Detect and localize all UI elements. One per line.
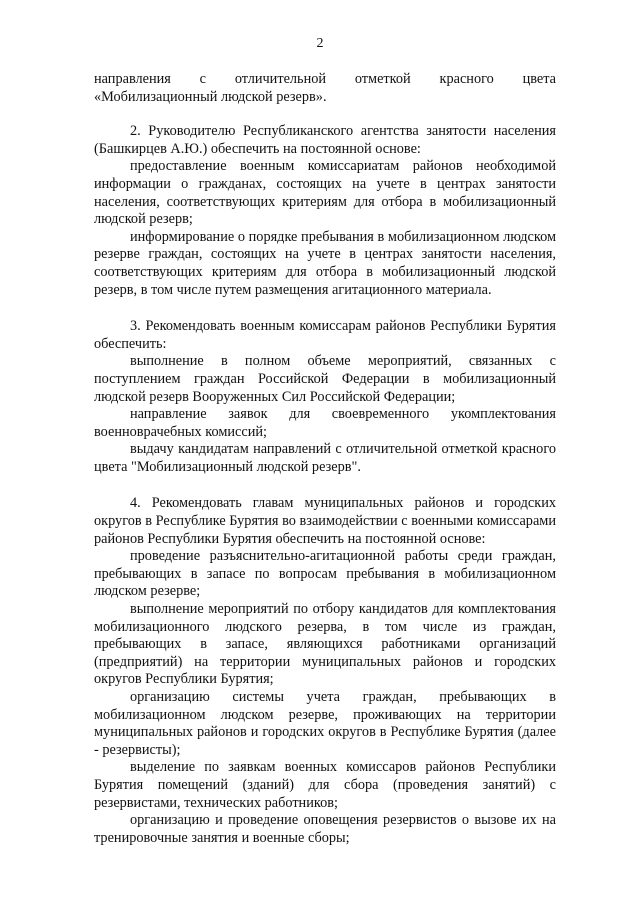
paragraph-item-4-sub-4: выделение по заявкам военных комиссаров районов Республики Бурятия помещений (зданий) для сбора (проведения занятий) с резервистами, технических работников; [94, 759, 556, 811]
paragraph-item-4-sub-5: организацию и проведение оповещения резервистов о вызове их на тренировочные занятия и военные сборы; [94, 812, 556, 846]
paragraph-item-2-sub-1: предоставление военным комиссариатам районов необходимой информации о гражданах, состоящих на учете в центрах занятости населения, соответствующих критериям для отбора в мобилизационный людской резерв; [94, 158, 556, 228]
paragraph-item-2-sub-2: информирование о порядке пребывания в мобилизационном людском резерве граждан, состоящих на учете в центрах занятости населения, соответствующих критериям для отбора в мобилизационный людской резерв, в том числе путем размещения агитационного материала. [94, 228, 556, 298]
paragraph-item-4-sub-3: организацию системы учета граждан, пребывающих в мобилизационном людском резерве, проживающих на территории муниципальных районов и городских округов в Республике Бурятия (далее - резервисты); [94, 689, 556, 758]
paragraph-item-4-sub-1: проведение разъяснительно-агитационной работы среди граждан, пребывающих в запасе по вопросам пребывания в мобилизационном людском резерве; [94, 548, 556, 600]
paragraph-item-3-sub-2: направление заявок для своевременного укомплектования военноврачебных комиссий; [94, 406, 556, 440]
paragraph-item-3-sub-1: выполнение в полном объеме мероприятий, связанных с поступлением граждан Российской Федерации в мобилизационный людской резерв Вооруженных Сил Российской Федерации; [94, 353, 556, 405]
document-body [94, 71, 556, 847]
paragraph-item-4: 4. Рекомендовать главам муниципальных районов и городских округов в Республике Бурятия во взаимодействии с военными комиссарами районов Республики Бурятия обеспечить на постоянной основе: [94, 495, 556, 547]
paragraph-item-3: 3. Рекомендовать военным комиссарам районов Республики Бурятия обеспечить: [94, 318, 556, 352]
paragraph-continuation: направления с отличительной отметкой красного цвета «Мобилизационный людской резерв». [94, 71, 556, 105]
paragraph-item-2: 2. Руководителю Республиканского агентства занятости населения (Башкирцев А.Ю.) обеспечить на постоянной основе: [94, 123, 556, 157]
paragraph-item-4-sub-2: выполнение мероприятий по отбору кандидатов для комплектования мобилизационного людского резерва, в том числе из граждан, пребывающих в запасе, являющихся работниками организаций (предприятий) на территории муниципальных районов и городских округов Республики Бурятия; [94, 601, 556, 688]
page-number: 2 [316, 36, 324, 51]
paragraph-item-3-sub-3: выдачу кандидатам направлений с отличительной отметкой красного цвета "Мобилизационный людской резерв". [94, 441, 556, 475]
